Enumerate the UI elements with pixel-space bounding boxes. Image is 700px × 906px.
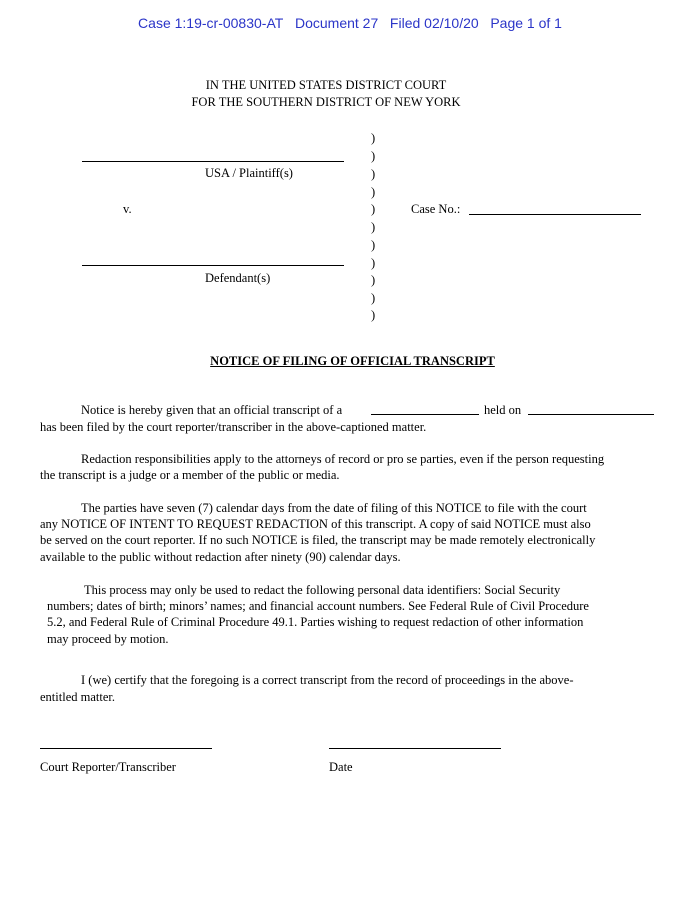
case-number-line	[469, 214, 641, 215]
caption-paren: )	[371, 131, 376, 145]
caption-paren: )	[371, 291, 376, 305]
paragraph-1-line-2: has been filed by the court reporter/transcriber in the above-captioned matter.	[40, 420, 427, 434]
paragraph-5-line-1: I (we) certify that the foregoing is a correct transcript from the record of proceedings in the above-	[81, 673, 574, 687]
hearing-date-blank	[528, 414, 654, 415]
paragraph-5-line-2: entitled matter.	[40, 690, 115, 704]
date-signature-line	[329, 748, 501, 749]
paragraph-4-line-4: may proceed by motion.	[47, 632, 169, 646]
caption-paren: )	[371, 238, 376, 252]
date-label: Date	[329, 760, 353, 774]
court-name-line2: FOR THE SOUTHERN DISTRICT OF NEW YORK	[191, 95, 461, 109]
reporter-label: Court Reporter/Transcriber	[40, 760, 176, 774]
caption-paren: )	[371, 256, 376, 270]
plaintiff-name-line	[82, 161, 344, 162]
versus-label: v.	[123, 202, 132, 216]
paragraph-4-line-1: This process may only be used to redact the following personal data identifiers: Social Security	[84, 583, 561, 597]
paragraph-1-text-a: Notice is hereby given that an official transcript of a	[81, 403, 343, 417]
paragraph-1-text-b: held on	[484, 403, 522, 417]
defendant-label: Defendant(s)	[205, 271, 271, 285]
document-number-stamp: Document 27	[294, 15, 379, 31]
paragraph-4-line-2: numbers; dates of birth; minors’ names; and financial account numbers. See Federal Rule of Civil Procedure	[47, 599, 589, 613]
caption-paren: )	[371, 167, 376, 181]
paragraph-3-line-2: any NOTICE OF INTENT TO REQUEST REDACTION of this transcript. A copy of said NOTICE must also	[40, 517, 591, 531]
page-count-stamp: Page 1 of 1	[490, 15, 562, 31]
caption-paren: )	[371, 220, 376, 234]
plaintiff-label: USA / Plaintiff(s)	[205, 166, 293, 180]
court-name-line1: IN THE UNITED STATES DISTRICT COURT	[205, 78, 447, 92]
caption-paren: )	[371, 149, 376, 163]
paragraph-3-line-1: The parties have seven (7) calendar days from the date of filing of this NOTICE to file with the court	[81, 501, 587, 515]
caption-paren: )	[371, 202, 376, 216]
filed-date-stamp: Filed 02/10/20	[389, 15, 479, 31]
reporter-signature-line	[40, 748, 212, 749]
paragraph-1-line-1	[81, 402, 342, 419]
defendant-name-line	[82, 265, 344, 266]
transcript-type-blank	[371, 414, 479, 415]
paragraph-2-line-1: Redaction responsibilities apply to the attorneys of record or pro se parties, even if the person requesting	[81, 452, 605, 466]
caption-paren: )	[371, 308, 376, 322]
case-number-stamp: Case 1:19-cr-00830-AT	[138, 15, 284, 31]
caption-paren: )	[371, 185, 376, 199]
caption-paren: )	[371, 273, 376, 287]
paragraph-3-line-3: be served on the court reporter. If no such NOTICE is filed, the transcript may be made remotely electronically	[40, 533, 596, 547]
filing-header	[0, 15, 700, 32]
notice-title: NOTICE OF FILING OF OFFICIAL TRANSCRIPT	[210, 354, 495, 368]
paragraph-4-line-3: 5.2, and Federal Rule of Criminal Procedure 49.1. Parties wishing to request redaction of other information	[47, 615, 584, 629]
paragraph-3-line-4: available to the public without redaction after ninety (90) calendar days.	[40, 550, 401, 564]
paragraph-2-line-2: the transcript is a judge or a member of the public or media.	[40, 468, 340, 482]
case-number-label: Case No.:	[411, 202, 461, 216]
